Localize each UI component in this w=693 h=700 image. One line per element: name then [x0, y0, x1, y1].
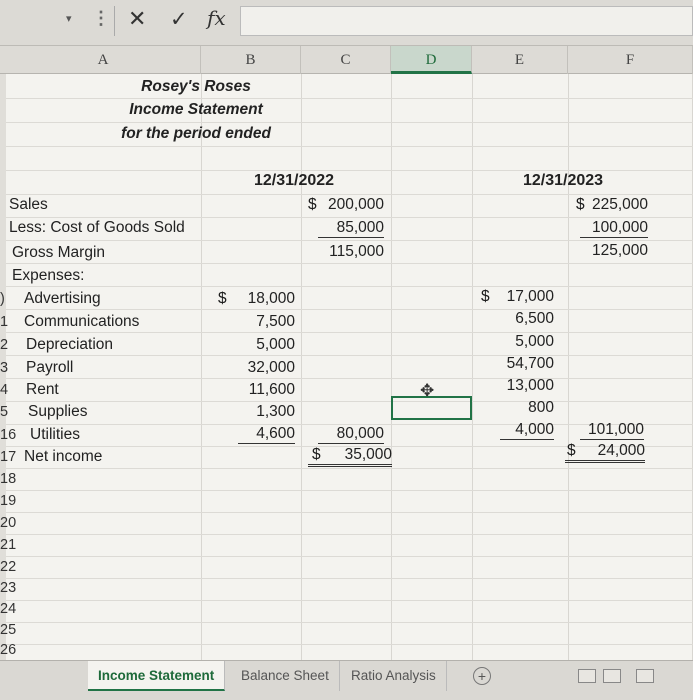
- column-header-e[interactable]: E: [472, 46, 568, 74]
- gridline: [0, 622, 693, 623]
- gridline: [0, 194, 693, 195]
- gridline: [0, 534, 693, 535]
- row-number[interactable]: 2: [0, 337, 9, 353]
- gridline: [0, 401, 693, 402]
- name-box-dropdown-icon[interactable]: ▾: [66, 13, 72, 25]
- gridline: [0, 170, 693, 171]
- label-depreciation: Depreciation: [26, 336, 114, 353]
- gridline: [0, 98, 693, 99]
- gridline: [0, 600, 693, 601]
- value-2022-sales: 200,000: [327, 196, 384, 213]
- row-number[interactable]: 20: [0, 515, 17, 531]
- row-number[interactable]: 4: [0, 382, 9, 398]
- value-2022-gross-margin: 115,000: [329, 243, 384, 260]
- value-2022-supplies: 1,300: [256, 403, 295, 420]
- gridline: [0, 332, 693, 333]
- row-number[interactable]: ): [0, 291, 5, 307]
- gridline: [0, 217, 693, 218]
- company-name: Rosey's Roses: [141, 78, 251, 95]
- gridline: [0, 263, 693, 264]
- label-net-income: Net income: [24, 448, 103, 465]
- value-2023-communications: 6,500: [515, 310, 554, 327]
- value-2022-cogs: 85,000: [318, 219, 384, 238]
- column-header-c[interactable]: C: [301, 46, 391, 74]
- row-number[interactable]: 17: [0, 449, 17, 465]
- row-number[interactable]: 22: [0, 559, 17, 575]
- value-2023-advertising: 17,000: [506, 288, 554, 305]
- column-headers: [0, 46, 693, 74]
- gridline: [201, 74, 202, 660]
- column-header-b[interactable]: B: [201, 46, 301, 74]
- label-supplies: Supplies: [28, 403, 88, 420]
- currency-symbol: $: [567, 442, 576, 459]
- label-advertising: Advertising: [24, 290, 101, 307]
- value-2023-depreciation: 5,000: [515, 333, 554, 350]
- label-communications: Communications: [24, 313, 140, 330]
- row-number[interactable]: 3: [0, 360, 9, 376]
- sheet-tab-bar: [0, 660, 693, 700]
- gridline: [0, 122, 693, 123]
- gridline: [0, 578, 693, 579]
- row-number[interactable]: 26: [0, 642, 17, 658]
- value-2022-utilities: 4,600: [238, 425, 295, 444]
- value-2022-rent: 11,600: [248, 381, 295, 398]
- value-2022-total-expenses: 80,000: [318, 425, 384, 444]
- value-2022-advertising: 18,000: [247, 290, 295, 307]
- row-number[interactable]: 24: [0, 601, 17, 617]
- value-2023-utilities: 4,000: [500, 421, 554, 440]
- value-2022-depreciation: 5,000: [256, 336, 295, 353]
- enter-check-icon[interactable]: ✓: [170, 8, 188, 31]
- formula-bar-divider: [114, 6, 115, 36]
- gridline: [0, 309, 693, 310]
- value-2023-gross-margin: 125,000: [591, 242, 648, 259]
- tab-balance-sheet[interactable]: Balance Sheet: [231, 661, 340, 691]
- gridline: [472, 74, 473, 660]
- page-layout-view-icon[interactable]: [603, 669, 621, 683]
- gridline: [0, 490, 693, 491]
- value-2023-rent: 13,000: [506, 377, 554, 394]
- row-number[interactable]: 1: [0, 314, 9, 330]
- label-cogs: Less: Cost of Goods Sold: [9, 219, 185, 236]
- gridline: [0, 286, 693, 287]
- row-number[interactable]: 18: [0, 471, 17, 487]
- gridline: [0, 644, 693, 645]
- gridline: [0, 355, 693, 356]
- normal-view-icon[interactable]: [578, 669, 596, 683]
- value-2023-cogs: 100,000: [580, 219, 648, 238]
- gridline: [0, 556, 693, 557]
- cell-cursor-icon: ✥: [420, 381, 435, 400]
- value-2022-communications: 7,500: [256, 313, 295, 330]
- row-number[interactable]: 19: [0, 493, 17, 509]
- gridline: [0, 240, 693, 241]
- column-header-d[interactable]: D: [391, 46, 472, 74]
- statement-name: Income Statement: [129, 101, 263, 118]
- label-rent: Rent: [26, 381, 59, 398]
- label-utilities: Utilities: [30, 426, 80, 443]
- value-2023-net-income: 24,000: [565, 442, 645, 463]
- label-gross-margin: Gross Margin: [12, 244, 106, 261]
- column-header-a[interactable]: A: [6, 46, 201, 74]
- label-expenses: Expenses:: [12, 267, 85, 284]
- column-header-f[interactable]: F: [568, 46, 693, 74]
- value-2023-total-expenses: 101,000: [580, 421, 644, 440]
- cancel-icon[interactable]: ✕: [128, 6, 147, 31]
- spreadsheet-grid[interactable]: [0, 74, 693, 660]
- value-2023-sales: 225,000: [591, 196, 648, 213]
- label-payroll: Payroll: [26, 359, 74, 376]
- gridline: [0, 146, 693, 147]
- row-number[interactable]: 23: [0, 580, 17, 596]
- period-header-2023: 12/31/2023: [523, 172, 604, 189]
- formula-bar: [0, 0, 693, 46]
- row-number[interactable]: 21: [0, 537, 17, 553]
- currency-symbol: $: [481, 288, 490, 305]
- value-2022-net-income: 35,000: [308, 446, 392, 467]
- gridline: [0, 512, 693, 513]
- period-header-2022: 12/31/2022: [254, 172, 335, 189]
- gridline: [0, 468, 693, 469]
- row-number[interactable]: 25: [0, 622, 17, 638]
- currency-symbol: $: [312, 446, 321, 463]
- more-options-icon[interactable]: ⋮: [92, 8, 110, 28]
- row-number[interactable]: 16: [0, 427, 17, 443]
- currency-symbol: $: [218, 290, 227, 307]
- add-sheet-icon[interactable]: +: [473, 667, 491, 685]
- insert-function-icon[interactable]: fx: [207, 6, 226, 30]
- value-2023-payroll: 54,700: [506, 355, 554, 372]
- label-sales: Sales: [9, 196, 48, 213]
- gridline: [568, 74, 569, 660]
- currency-symbol: $: [308, 196, 317, 213]
- tab-income-statement[interactable]: Income Statement: [88, 661, 225, 691]
- value-2022-payroll: 32,000: [247, 359, 295, 376]
- period-caption: for the period ended: [121, 125, 271, 142]
- gridline: [0, 378, 693, 379]
- formula-input[interactable]: [240, 6, 693, 36]
- tab-ratio-analysis[interactable]: Ratio Analysis: [341, 661, 447, 691]
- gridline: [301, 74, 302, 660]
- gridline: [391, 74, 392, 660]
- page-break-view-icon[interactable]: [636, 669, 654, 683]
- value-2023-supplies: 800: [528, 399, 554, 416]
- currency-symbol: $: [576, 196, 585, 213]
- row-number[interactable]: 5: [0, 404, 9, 420]
